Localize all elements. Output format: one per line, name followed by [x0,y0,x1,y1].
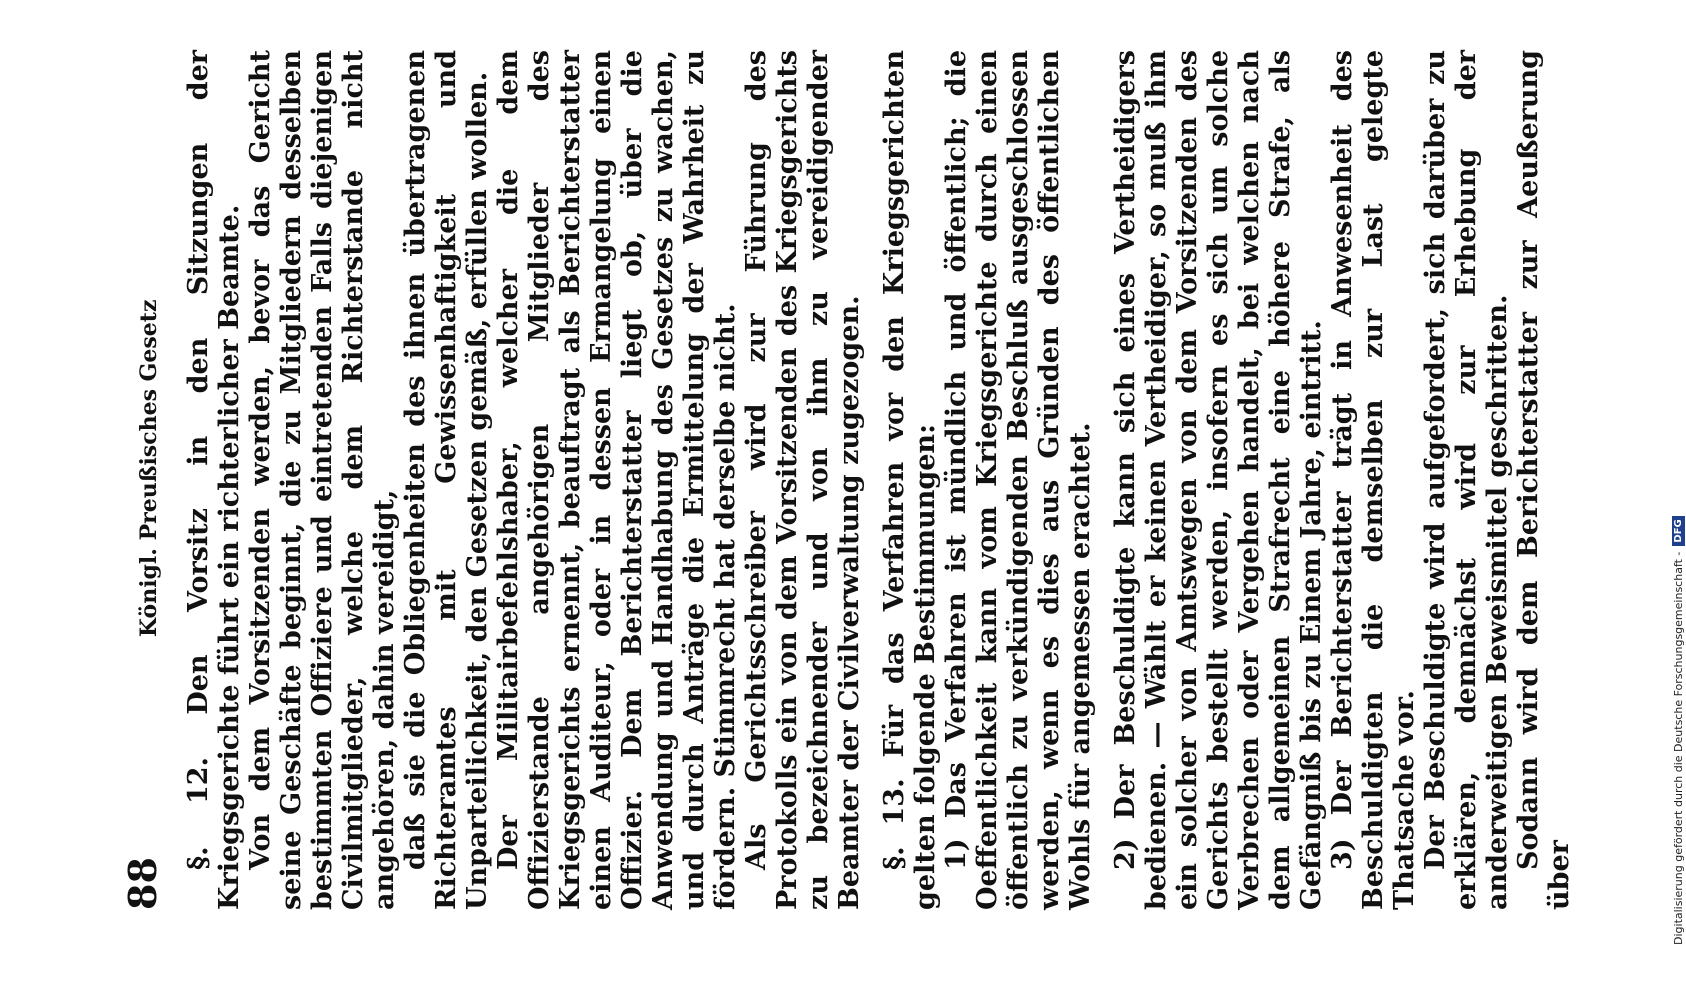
paragraph: 1) Das Verfahren ist mündlich und öffentlich; die Oeffentlichkeit kann vom Kriegsgerichte durch einen öffentlich zu verkündigenden Beschluß ausgeschlossen werden, wenn es dies aus Gründen des öffentlichen Wohls für angemessen erachtet. [941,50,1096,910]
paragraph: 2) Der Beschuldigte kann sich eines Vertheidigers bedienen. — Wählt er keinen Vertheidiger, so muß ihm ein solcher von Amtswegen von dem Vorsitzenden des Gerichts bestellt werden, insofern es sich um solche Verbrechen oder Vergehen handelt, bei welchen nach dem allgemeinen Strafrecht eine höhere Strafe, als Gefängniß bis zu Einem Jahre, eintritt. [1110,50,1327,910]
paragraph: Der Militairbefehlshaber, welcher die dem Offizierstande angehörigen Mitglieder des Kriegsgerichts ernennt, beauftragt als Berichterstatter einen Auditeur, oder in dessen Ermangelung einen Offizier. Dem Berichterstatter liegt ob, über die Anwendung und Handhabung des Gesetzes zu wachen, und durch Anträge die Ermittelung der Wahrheit zu fördern. Stimmrecht hat derselbe nicht. [493,50,741,910]
credit-text: Digitalisierung gefördert durch die Deutsche Forschungsgemeinschaft - [1671,551,1685,945]
paragraph: §. 12. Den Vorsitz in den Sitzungen der Kriegsgerichte führt ein richterlicher Beamte. [183,50,245,910]
running-title: Königl. Preußisches Gesetz [136,299,162,638]
page-number: 88 [120,857,165,910]
paragraph: Sodann wird dem Berichterstatter zur Aeußerung über [1513,50,1575,910]
page-header [120,50,165,910]
digitization-credit [1660,0,1684,1000]
body-text [183,50,1575,910]
paragraph: §. 13. Für das Verfahren vor den Kriegsgerichten gelten folgende Bestimmungen: [879,50,941,910]
paragraph: Als Gerichtsschreiber wird zur Führung des Protokolls ein von dem Vorsitzenden des Kriegsgerichts zu bezeichnender und von ihm zu vereidigender Beamter der Civilverwaltung zugezogen. [741,50,865,910]
credit-line [1666,0,1686,945]
paragraph: 3) Der Berichterstatter trägt in Anwesenheit des Beschuldigten die demselben zur Last gelegte Thatsache vor. [1327,50,1420,910]
paragraph: Der Beschuldigte wird aufgefordert, sich darüber zu erklären, demnächst wird zur Erhebung der anderweitigen Beweismittel geschritten. [1420,50,1513,910]
page-content [120,50,1575,910]
dfg-logo: DFG [1672,516,1685,545]
paragraph: daß sie die Obliegenheiten des ihnen übertragenen Richteramtes mit Gewissenhaftigkeit und Unparteilichkeit, den Gesetzen gemäß, erfüllen wollen. [400,50,493,910]
paragraph: Von dem Vorsitzenden werden, bevor das Gericht seine Geschäfte beginnt, die zu Mitgliedern desselben bestimmten Offiziere und eintretenden Falls diejenigen Civilmitglieder, welche dem Richterstande nicht angehören, dahin vereidigt, [245,50,400,910]
